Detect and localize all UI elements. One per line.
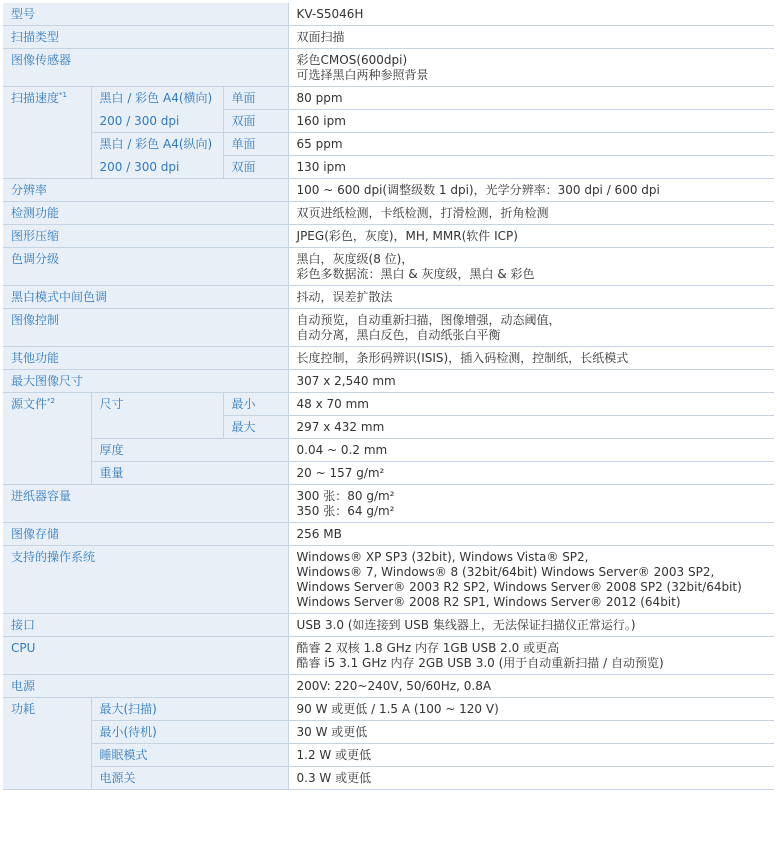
label-doc-weight: 重量	[91, 462, 288, 485]
label-halftone: 黑白模式中间色调	[3, 286, 288, 309]
label-image-sensor: 图像传感器	[3, 49, 288, 87]
value-consumption-min: 30 W 或更低	[288, 721, 774, 744]
value-storage: 256 MB	[288, 523, 774, 546]
feeder-line-1: 300 张：80 g/m²	[296, 489, 395, 503]
row-other	[3, 347, 774, 370]
label-consumption-min: 最小(待机)	[91, 721, 288, 744]
row-document-weight	[3, 462, 774, 485]
os-line-1: Windows® XP SP3 (32bit), Windows Vista® SP2,	[296, 550, 589, 564]
row-interface	[3, 614, 774, 637]
row-consumption-off	[3, 767, 774, 790]
label-tone: 色调分级	[3, 248, 288, 286]
label-a4-landscape-dpi: 200 / 300 dpi	[91, 110, 223, 133]
label-power: 电源	[3, 675, 288, 698]
value-power: 200V: 220~240V, 50/60Hz, 0.8A	[288, 675, 774, 698]
value-detection: 双页进纸检测，卡纸检测，打滑检测，折角检测	[288, 202, 774, 225]
label-a4-landscape: 黑白 / 彩色 A4(横向)	[91, 87, 223, 110]
image-control-line-2: 自动分离，黑白反色，自动纸张白平衡	[296, 328, 501, 342]
feeder-line-2: 350 张：64 g/m²	[296, 504, 395, 518]
row-document-min	[3, 393, 774, 416]
value-landscape-simplex: 80 ppm	[288, 87, 774, 110]
label-storage: 图像存储	[3, 523, 288, 546]
document-text: 源文件	[11, 397, 48, 411]
label-doc-max: 最大	[223, 416, 288, 439]
value-tone	[288, 248, 774, 286]
row-consumption-min	[3, 721, 774, 744]
row-scan-type	[3, 26, 774, 49]
label-compression: 图形压缩	[3, 225, 288, 248]
row-storage	[3, 523, 774, 546]
value-image-control	[288, 309, 774, 347]
label-other: 其他功能	[3, 347, 288, 370]
value-compression: JPEG(彩色，灰度)，MH, MMR(软件 ICP)	[288, 225, 774, 248]
row-power	[3, 675, 774, 698]
image-sensor-line-2: 可选择黑白两种参照背景	[296, 68, 429, 82]
label-consumption-sleep: 睡眠模式	[91, 744, 288, 767]
image-control-line-1: 自动预览，自动重新扫描，图像增强，动态阈值，	[296, 313, 561, 327]
row-document-thickness	[3, 439, 774, 462]
value-landscape-duplex: 160 ipm	[288, 110, 774, 133]
row-os	[3, 546, 774, 614]
scan-speed-footnote: *1	[59, 91, 67, 99]
label-a4-portrait-dpi: 200 / 300 dpi	[91, 156, 223, 179]
row-scan-speed-landscape-simplex	[3, 87, 774, 110]
label-scan-speed	[3, 87, 91, 179]
tone-line-2: 彩色多数据流：黑白 & 灰度级，黑白 & 彩色	[296, 267, 535, 281]
os-line-3: Windows Server® 2003 R2 SP2, Windows Server® 2008 SP2 (32bit/64bit)	[296, 580, 742, 594]
value-resolution: 100 ~ 600 dpi(调整级数 1 dpi)，光学分辨率：300 dpi / 600 dpi	[288, 179, 774, 202]
value-os	[288, 546, 774, 614]
value-doc-thickness: 0.04 ~ 0.2 mm	[288, 439, 774, 462]
row-image-sensor	[3, 49, 774, 87]
os-line-4: Windows Server® 2008 R2 SP1, Windows Server® 2012 (64bit)	[296, 595, 681, 609]
tone-line-1: 黑白，灰度级(8 位)，	[296, 252, 414, 266]
value-consumption-off: 0.3 W 或更低	[288, 767, 774, 790]
label-doc-thickness: 厚度	[91, 439, 288, 462]
row-halftone	[3, 286, 774, 309]
label-doc-size: 尺寸	[91, 393, 223, 439]
label-image-control: 图像控制	[3, 309, 288, 347]
row-consumption-max	[3, 698, 774, 721]
label-detection: 检测功能	[3, 202, 288, 225]
label-model: 型号	[3, 3, 288, 26]
value-consumption-max: 90 W 或更低 / 1.5 A (100 ~ 120 V)	[288, 698, 774, 721]
value-doc-weight: 20 ~ 157 g/m²	[288, 462, 774, 485]
value-image-sensor	[288, 49, 774, 87]
row-tone	[3, 248, 774, 286]
image-sensor-line-1: 彩色CMOS(600dpi)	[296, 53, 408, 67]
scan-speed-text: 扫描速度	[11, 91, 60, 105]
value-model: KV-S5046H	[288, 3, 774, 26]
value-portrait-simplex: 65 ppm	[288, 133, 774, 156]
label-max-image: 最大图像尺寸	[3, 370, 288, 393]
row-model	[3, 3, 774, 26]
label-consumption-off: 电源关	[91, 767, 288, 790]
row-detection	[3, 202, 774, 225]
label-simplex-landscape: 单面	[223, 87, 288, 110]
value-halftone: 抖动，误差扩散法	[288, 286, 774, 309]
row-resolution	[3, 179, 774, 202]
value-other: 长度控制，条形码辨识(ISIS)，插入码检测，控制纸，长纸模式	[288, 347, 774, 370]
value-max-image: 307 x 2,540 mm	[288, 370, 774, 393]
label-document	[3, 393, 91, 485]
row-compression	[3, 225, 774, 248]
value-portrait-duplex: 130 ipm	[288, 156, 774, 179]
row-consumption-sleep	[3, 744, 774, 767]
value-feeder	[288, 485, 774, 523]
value-doc-max: 297 x 432 mm	[288, 416, 774, 439]
row-image-control	[3, 309, 774, 347]
label-simplex-portrait: 单面	[223, 133, 288, 156]
label-duplex-landscape: 双面	[223, 110, 288, 133]
label-os: 支持的操作系统	[3, 546, 288, 614]
label-scan-type: 扫描类型	[3, 26, 288, 49]
row-scan-speed-portrait-duplex	[3, 156, 774, 179]
os-line-2: Windows® 7, Windows® 8 (32bit/64bit) Windows Server® 2003 SP2,	[296, 565, 715, 579]
value-interface: USB 3.0 (如连接到 USB 集线器上，无法保证扫描仪正常运行。)	[288, 614, 774, 637]
row-feeder	[3, 485, 774, 523]
row-scan-speed-portrait-simplex	[3, 133, 774, 156]
row-cpu	[3, 637, 774, 675]
value-cpu	[288, 637, 774, 675]
label-cpu: CPU	[3, 637, 288, 675]
label-feeder: 进纸器容量	[3, 485, 288, 523]
label-a4-portrait: 黑白 / 彩色 A4(纵向)	[91, 133, 223, 156]
cpu-line-2: 酷睿 i5 3.1 GHz 内存 2GB USB 3.0 (用于自动重新扫描 / 自动预览)	[296, 656, 664, 670]
label-resolution: 分辨率	[3, 179, 288, 202]
label-doc-min: 最小	[223, 393, 288, 416]
row-max-image	[3, 370, 774, 393]
spec-table	[3, 3, 774, 790]
value-consumption-sleep: 1.2 W 或更低	[288, 744, 774, 767]
value-scan-type: 双面扫描	[288, 26, 774, 49]
row-scan-speed-landscape-duplex	[3, 110, 774, 133]
document-footnote: *2	[47, 397, 55, 405]
label-consumption: 功耗	[3, 698, 91, 790]
label-interface: 接口	[3, 614, 288, 637]
cpu-line-1: 酷睿 2 双核 1.8 GHz 内存 1GB USB 2.0 或更高	[296, 641, 560, 655]
value-doc-min: 48 x 70 mm	[288, 393, 774, 416]
label-duplex-portrait: 双面	[223, 156, 288, 179]
label-consumption-max: 最大(扫描)	[91, 698, 288, 721]
